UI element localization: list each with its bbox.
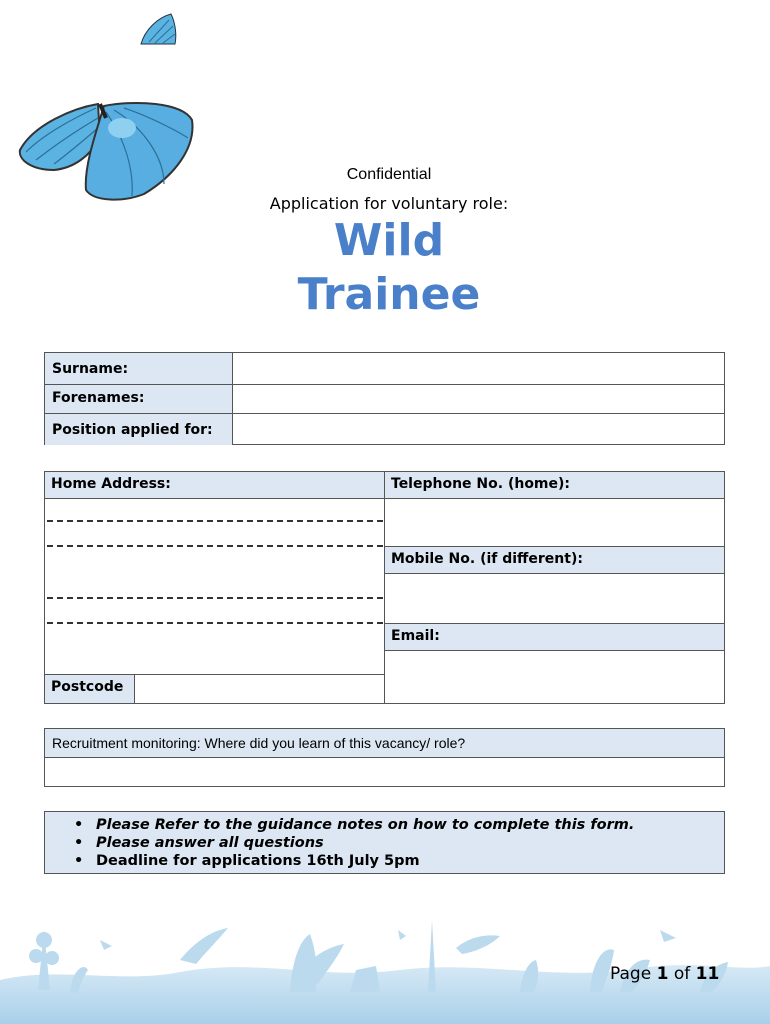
role-title-line2: Trainee: [297, 269, 481, 320]
forenames-label: Forenames:: [45, 385, 233, 413]
postcode-field[interactable]: [135, 675, 384, 703]
surname-label: Surname:: [45, 353, 233, 384]
page-total: 11: [695, 964, 720, 984]
page-prefix: Page: [610, 964, 652, 984]
page-current: 1: [656, 964, 669, 984]
contact-details-table: [44, 471, 725, 704]
home-address-field[interactable]: [45, 499, 384, 674]
email-field[interactable]: [385, 651, 724, 703]
postcode-label: Postcode: [45, 675, 134, 703]
surname-field[interactable]: [233, 353, 724, 384]
recruitment-answer-field[interactable]: [45, 758, 724, 786]
nature-silhouette-footer: [0, 900, 770, 1024]
personal-details-table: [44, 352, 725, 445]
guidance-notes: [44, 811, 725, 874]
recruitment-question: Recruitment monitoring: Where did you learn of this vacancy/ role?: [45, 729, 724, 758]
page-indicator: [610, 964, 719, 984]
telephone-field[interactable]: [385, 499, 724, 546]
application-subtitle: Application for voluntary role:: [269, 194, 509, 213]
note-item: • Please answer all questions: [96, 834, 724, 852]
mobile-label: Mobile No. (if different):: [385, 547, 724, 573]
recruitment-monitoring-table: [44, 728, 725, 787]
butterfly-top-icon: [135, 12, 185, 46]
note-item: • Deadline for applications 16th July 5pm: [96, 852, 724, 870]
butterfly-icon: [14, 98, 200, 206]
telephone-label: Telephone No. (home):: [385, 472, 724, 498]
position-field[interactable]: [233, 414, 724, 445]
role-title: [0, 214, 770, 322]
role-title-line1: Wild: [333, 215, 445, 266]
note-item: • Please Refer to the guidance notes on how to complete this form.: [96, 816, 724, 834]
home-address-label: Home Address:: [45, 472, 384, 498]
forenames-field[interactable]: [233, 385, 724, 413]
confidential-label: Confidential: [346, 166, 432, 183]
position-label: Position applied for:: [45, 414, 233, 445]
page-of: of: [673, 964, 691, 984]
email-label: Email:: [385, 624, 724, 650]
mobile-field[interactable]: [385, 574, 724, 623]
